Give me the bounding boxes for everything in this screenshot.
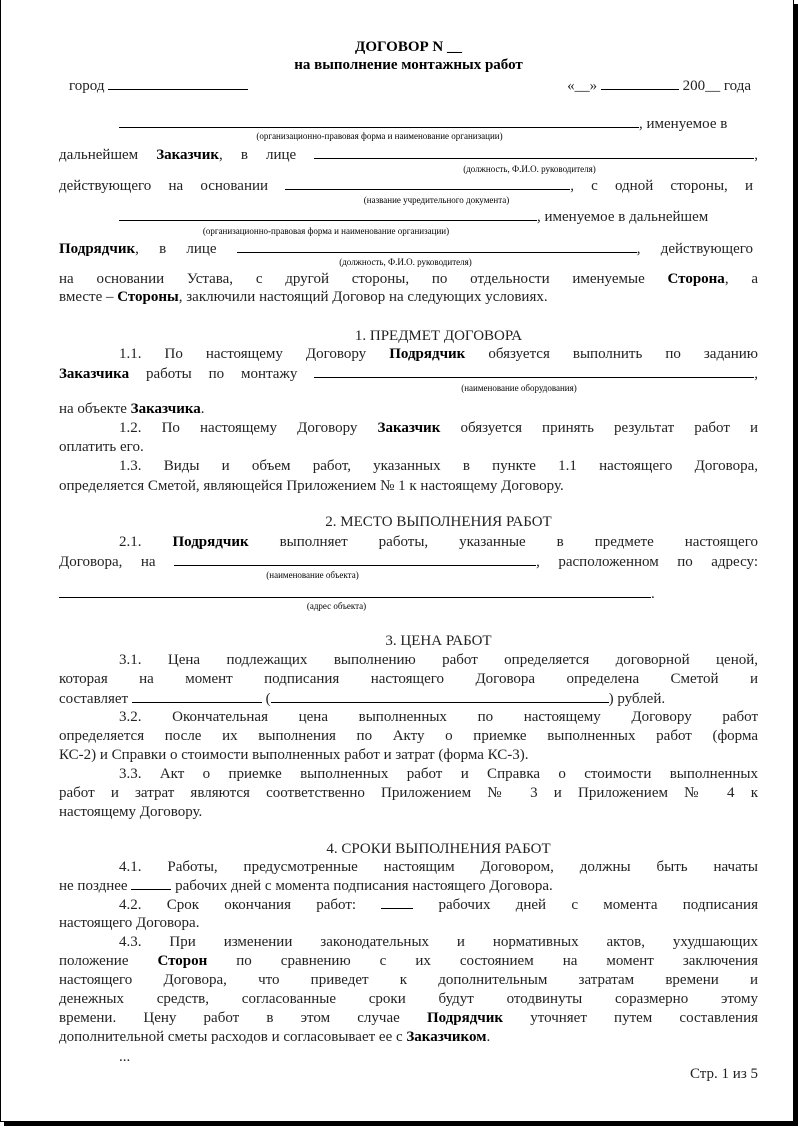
text-segment: дальнейшем <box>59 147 157 163</box>
text-segment: 4. СРОКИ ВЫПОЛНЕНИЯ РАБОТ <box>326 841 551 857</box>
text-segment: (адрес объекта) <box>306 601 367 611</box>
text-segment: (должность, Ф.И.О. руководителя) <box>339 257 472 267</box>
text-segment: ) рублей. <box>608 691 666 707</box>
text-segment: (должность, Ф.И.О. руководителя) <box>463 164 596 174</box>
text-segment: 1.1. По настоящему Договору <box>119 346 390 362</box>
text-segment: (организационно-правовая форма и наименование организации) <box>256 131 503 141</box>
text-segment: 1.2. По настоящему Договору <box>119 420 378 436</box>
fill-in-blank <box>314 145 754 159</box>
doc-line <box>59 876 758 895</box>
text-segment: положение <box>59 953 158 969</box>
doc-line <box>119 651 758 669</box>
doc-line <box>119 345 758 363</box>
field-caption <box>148 226 504 237</box>
text-segment: 3.2. Окончательная цена выполненных по настоящему Договору работ <box>119 709 758 725</box>
text-segment: . <box>486 1029 491 1045</box>
field-caption <box>437 383 601 394</box>
text-segment: 4.1. Работы, предусмотренные настоящим Договором, должны быть начаты <box>119 859 758 875</box>
fill-in-blank <box>119 207 537 221</box>
text-segment: выполняет работы, указанные в предмете настоящего <box>248 534 758 550</box>
section-heading <box>119 632 758 650</box>
text-segment: ... <box>119 1049 131 1065</box>
city-line <box>69 76 263 95</box>
fill-in-blank <box>237 239 637 253</box>
text-segment: город <box>69 78 109 94</box>
doc-line <box>59 176 753 195</box>
doc-line <box>119 895 758 914</box>
text-segment: 3.1. Цена подлежащих выполнению работ определяется договорной ценой, <box>119 652 758 668</box>
text-segment: Договора, на <box>59 554 175 570</box>
text-segment: действующего на основании <box>59 178 286 194</box>
party-term: Подрядчик <box>59 241 136 257</box>
fill-in-blank <box>174 552 536 566</box>
doc-line <box>59 952 758 970</box>
text-segment: (наименование оборудования) <box>461 383 577 393</box>
ellipsis <box>119 1048 758 1066</box>
text-segment: , с одной стороны, и <box>570 178 753 194</box>
doc-line <box>59 1009 758 1027</box>
doc-line <box>119 207 755 226</box>
field-caption <box>437 164 622 175</box>
doc-line <box>119 933 758 951</box>
text-segment: . <box>200 401 205 417</box>
text-segment: ( <box>261 691 271 707</box>
party-term: Заказчик <box>377 420 441 436</box>
text-segment: на основании Устава, с другой стороны, по отдельности именуемые <box>59 271 668 287</box>
text-segment: обязуется принять результат работ и <box>440 420 759 436</box>
doc-line <box>59 270 758 288</box>
text-segment: на выполнение монтажных работ <box>294 57 523 73</box>
text-segment: денежных средств, согласованные сроки будут отодвинуты соразмерно этому <box>59 991 758 1007</box>
doc-line <box>119 708 758 726</box>
party-term: Подрядчик <box>389 346 466 362</box>
fill-in-blank <box>59 584 651 598</box>
party-term: Сторона <box>667 271 725 287</box>
text-segment: 2.1. <box>119 534 173 550</box>
doc-line <box>119 419 758 437</box>
text-segment: , именуемое в <box>639 116 728 132</box>
doc-line <box>59 670 758 688</box>
doc-line <box>59 438 758 456</box>
text-segment: 1.3. Виды и объем работ, указанных в пункте 1.1 настоящего Договора, <box>119 458 758 474</box>
text-segment: работы по монтажу <box>129 366 315 382</box>
text-segment: , <box>754 147 758 163</box>
text-segment: (наименование объекта) <box>266 570 359 580</box>
doc-line <box>59 145 758 164</box>
text-segment: 4.2. Срок окончания работ: <box>119 897 382 913</box>
text-segment: уточняет путем составления <box>503 1010 759 1026</box>
fill-in-blank <box>132 689 262 703</box>
text-segment: 4.3. При изменении законодательных и нормативных актов, ухудшающих <box>119 934 758 950</box>
party-term: Подрядчик <box>172 534 249 550</box>
text-segment: , именуемое в дальнейшем <box>537 209 709 225</box>
text-segment: настоящему Договору. <box>59 804 203 820</box>
text-segment: дополнительной сметы расходов и согласовывает ее с <box>59 1029 407 1045</box>
text-segment: рабочих дней с момента подписания настоящего Договора. <box>171 878 553 894</box>
party-term: Заказчик <box>156 147 220 163</box>
doc-line <box>59 1028 758 1046</box>
doc-line <box>59 239 753 258</box>
doc-line <box>59 288 758 306</box>
text-segment: «__» <box>567 78 601 94</box>
doc-line <box>59 971 758 989</box>
field-caption <box>294 601 379 612</box>
fill-in-blank <box>131 876 171 890</box>
text-segment: . <box>651 586 655 602</box>
text-segment: рабочих дней с момента подписания <box>413 897 758 913</box>
text-segment: на объекте <box>59 401 131 417</box>
text-segment: вместе – <box>59 289 118 305</box>
text-segment: ДОГОВОР N __ <box>355 39 462 55</box>
text-segment: настоящего Договора. <box>59 915 200 931</box>
text-segment: , в лице <box>219 147 315 163</box>
text-segment: 3.3. Акт о приемке выполненных работ и Справка о стоимости выполненных <box>119 766 758 782</box>
party-term: Заказчика <box>59 366 130 382</box>
text-segment: , <box>754 366 758 382</box>
field-caption <box>314 257 497 268</box>
text-segment: не позднее <box>59 878 132 894</box>
fill-in-blank <box>601 76 679 90</box>
party-term: Подрядчик <box>426 1010 504 1026</box>
doc-line <box>59 400 758 418</box>
section-heading <box>119 327 758 345</box>
text-segment: , заключили настоящий Договор на следующих условиях. <box>178 289 548 305</box>
text-segment: 200__ года <box>678 78 751 94</box>
fill-in-blank <box>381 895 413 909</box>
fill-in-blank <box>271 689 609 703</box>
text-segment: (название учредительного документа) <box>363 195 510 205</box>
doc-line <box>119 765 758 783</box>
document-subtitle <box>59 56 758 74</box>
text-segment: по сравнению с их состоянием на момент заключения <box>207 953 758 969</box>
text-segment: (организационно-правовая форма и наименование организации) <box>202 226 450 236</box>
date-line <box>521 76 751 95</box>
field-caption <box>246 570 379 581</box>
doc-line <box>59 477 758 495</box>
doc-line <box>59 990 758 1008</box>
field-caption <box>201 131 558 142</box>
text-segment: работ и затрат являются соответственно Приложением № 3 и Приложением № 4 к <box>59 785 758 801</box>
doc-line <box>59 727 758 745</box>
text-segment: 2. МЕСТО ВЫПОЛНЕНИЯ РАБОТ <box>325 514 552 530</box>
text-segment: , в лице <box>135 241 237 257</box>
text-segment: , расположенном по адресу: <box>536 554 758 570</box>
text-segment: 3. ЦЕНА РАБОТ <box>385 633 492 649</box>
text-segment: КС-2) и Справки о стоимости выполненных работ и затрат (форма КС-3). <box>59 747 529 763</box>
doc-line <box>59 784 758 802</box>
doc-line <box>59 689 758 708</box>
text-segment: , а <box>724 271 758 287</box>
party-term: Заказчика <box>130 401 201 417</box>
text-segment: оплатить его. <box>59 439 144 455</box>
page-number <box>59 1065 758 1083</box>
text-segment: , действующего <box>636 241 754 257</box>
doc-line <box>119 457 758 475</box>
text-segment: времени. Цену работ в этом случае <box>59 1010 427 1026</box>
field-caption <box>335 195 538 206</box>
fill-in-blank <box>285 176 570 190</box>
party-term: Заказчиком <box>406 1029 487 1045</box>
text-segment: определяется Сметой, являющейся Приложением № 1 к настоящему Договору. <box>59 478 564 494</box>
text-segment: настоящего Договора, что приведет к дополнительным затратам времени и <box>59 972 758 988</box>
text-segment: составляет <box>59 691 132 707</box>
section-heading <box>119 840 758 858</box>
text-segment: которая на момент подписания настоящего Договора определена Сметой и <box>59 671 758 687</box>
doc-line <box>59 364 758 383</box>
text-segment: 1. ПРЕДМЕТ ДОГОВОРА <box>354 328 523 344</box>
document-title <box>59 38 758 56</box>
doc-line <box>119 533 758 551</box>
doc-line <box>59 914 758 932</box>
text-segment: обязуется выполнить по заданию <box>465 346 758 362</box>
text-segment: Стр. 1 из 5 <box>690 1066 758 1082</box>
fill-in-blank <box>314 364 754 378</box>
fill-in-blank <box>119 114 639 128</box>
text-segment: определяется после их выполнения по Акту о приемке выполненных работ (форма <box>59 728 758 744</box>
doc-line <box>59 803 758 821</box>
fill-in-blank <box>108 76 248 90</box>
doc-line <box>119 858 758 876</box>
doc-line <box>59 552 758 571</box>
party-term: Стороны <box>117 289 179 305</box>
doc-line <box>59 746 758 764</box>
section-heading <box>119 513 758 531</box>
party-term: Сторон <box>157 953 208 969</box>
